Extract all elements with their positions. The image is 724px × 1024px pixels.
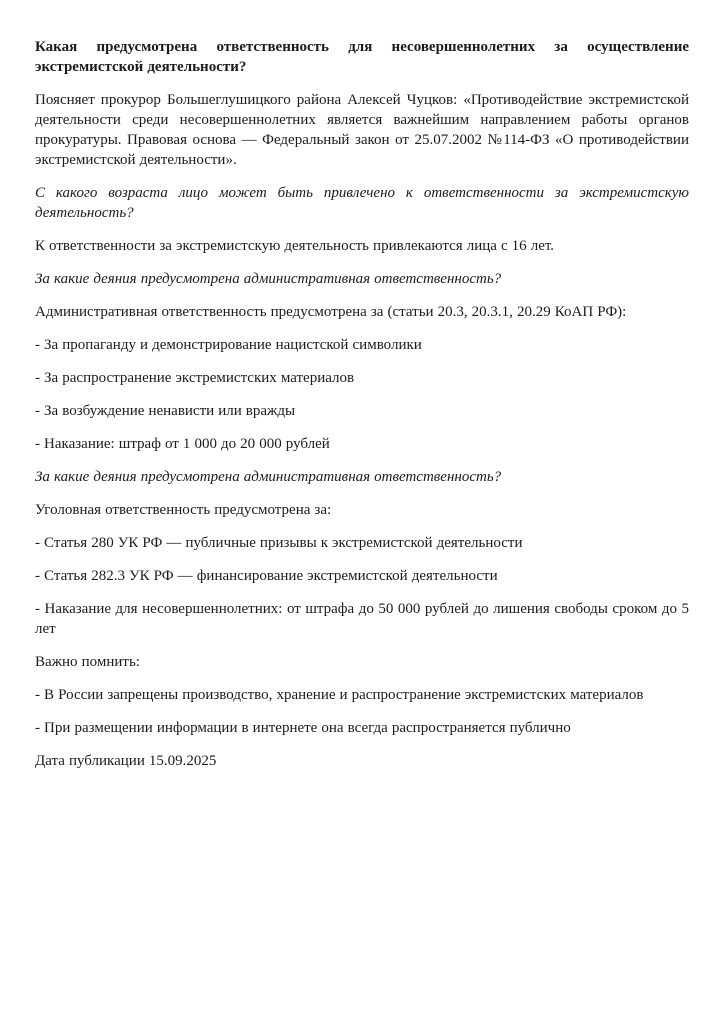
question-admin-repeat: За какие деяния предусмотрена административная ответственность? (35, 469, 502, 485)
publication-date: Дата публикации 15.09.2025 (35, 753, 217, 769)
document-title: Какая предусмотрена ответственность для несовершеннолетних за осуществление экстремистской деятельности? (35, 39, 689, 75)
list-item-admin-4: - Наказание: штраф от 1 000 до 20 000 рублей (35, 436, 330, 452)
question-age: С какого возраста лицо может быть привлечено к ответственности за экстремистскую деятельность? (35, 185, 689, 221)
list-item-admin-3: - За возбуждение ненависти или вражды (35, 403, 296, 419)
list-item-criminal-2: - Статья 282.3 УК РФ — финансирование экстремистской деятельности (35, 568, 498, 584)
list-item-admin-2: - За распространение экстремистских материалов (35, 370, 355, 386)
list-item-remember-2: - При размещении информации в интернете она всегда распространяется публично (35, 720, 571, 736)
admin-intro: Административная ответственность предусмотрена за (статьи 20.3, 20.3.1, 20.29 КоАП РФ): (35, 304, 627, 320)
list-item-criminal-3: - Наказание для несовершеннолетних: от штрафа до 50 000 рублей до лишения свободы сроком до 5 лет (35, 601, 689, 637)
criminal-intro: Уголовная ответственность предусмотрена за: (35, 502, 332, 518)
list-item-criminal-1: - Статья 280 УК РФ — публичные призывы к экстремистской деятельности (35, 535, 523, 551)
question-admin: За какие деяния предусмотрена административная ответственность? (35, 271, 502, 287)
remember-heading: Важно помнить: (35, 654, 140, 670)
list-item-remember-1: - В России запрещены производство, хранение и распространение экстремистских материалов (35, 687, 644, 703)
answer-age: К ответственности за экстремистскую деятельность привлекаются лица с 16 лет. (35, 238, 555, 254)
intro-paragraph: Поясняет прокурор Большеглушицкого района Алексей Чуцков: «Противодействие экстремистской деятельности среди несовершеннолетних является важнейшим направлением работы органов прокуратуры. Правовая основа — Федеральный закон от 25.07.2002 №114-ФЗ «О противодействии экстремистской деятельности». (35, 92, 689, 168)
list-item-admin-1: - За пропаганду и демонстрирование нацистской символики (35, 337, 422, 353)
